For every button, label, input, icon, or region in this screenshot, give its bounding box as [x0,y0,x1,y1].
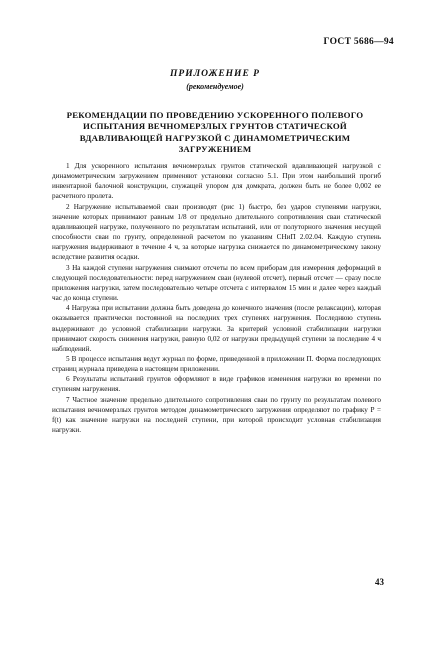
standard-designation: ГОСТ 5686—94 [323,37,394,47]
body-text [52,161,381,435]
paragraph: 2 Нагружение испытываемой сваи производят (рис 1) быстро, без ударов ступенями нагрузки, значение которых принимают равным 1/8 от предельно длительного сопротивления сваи статической вдавливающей нагрузке, полученного по результатам испытаний, или от полуторного значения несущей способности сваи по грунту, определенной расчетом по указаниям СНиП 2.02.04. Каждую ступень нагружения выдерживают в течение 4 ч, за которые нагрузка снижается по динамометрическому закону вследствие развития осадки. [52,202,381,262]
paragraph: 1 Для ускоренного испытания вечномерзлых грунтов статической вдавливающей нагрузкой с динамометрическим загружением применяют установки согласно 5.1. При этом наибольший прогиб инвентарной балочной конструкции, служащей упором для домкрата, должен быть не более 0,002 ее расчетного пролета. [52,162,381,201]
paragraph: 4 Нагрузка при испытании должна быть доведена до конечного значения (после релаксации), которая оказывается практически постоянной на последних трех ступенях нагружения. Последнюю ступень выдерживают до условной стабилизации нагрузки. За критерий условной стабилизации нагрузки принимают скорость снижения нагрузки, равную 0,02 от нагрузки предыдущей ступени за последние 4 ч наблюдений. [52,304,381,353]
document-title: РЕКОМЕНДАЦИИ ПО ПРОВЕДЕНИЮ УСКОРЕННОГО ПОЛЕВОГО ИСПЫТАНИЯ ВЕЧНОМЕРЗЛЫХ ГРУНТОВ СТАТИЧЕСКОЙ ВДАВЛИВАЮЩЕЙ НАГРУЗКОЙ С ДИНАМОМЕТРИЧЕСКИМ ЗАГРУЖЕНИЕМ [66,110,364,155]
paragraph: 6 Результаты испытаний грунтов оформляют в виде графиков изменения нагрузки во времени по ступеням нагружения. [52,375,381,394]
page-number: 43 [375,577,384,587]
appendix-heading: ПРИЛОЖЕНИЕ Р [170,69,260,79]
paragraph: 3 На каждой ступени нагружения снимают отсчеты по всем приборам для измерения деформаций в следующей последовательности: перед нагружением сваи (нулевой отсчет), первый отсчет — сразу после приложения нагрузки, затем последовательно четыре отсчета с интервалом 15 мин и далее через каждый час до конца ступени. [52,263,381,303]
appendix-status: (рекомендуемое) [186,82,244,91]
paragraph: 7 Частное значение предельно длительного сопротивления сваи по грунту по результатам полевого испытания вечномерзлых грунтов методом динамометрического загружения определяют по графику P = f(t) как значение нагрузки на последней ступени, при которой происходит условная стабилизация нагрузки. [52,395,381,435]
paragraph: 5 В процессе испытания ведут журнал по форме, приведенной в приложении П. Форма последующих страниц журнала приведена в настоящем приложении. [52,354,381,374]
